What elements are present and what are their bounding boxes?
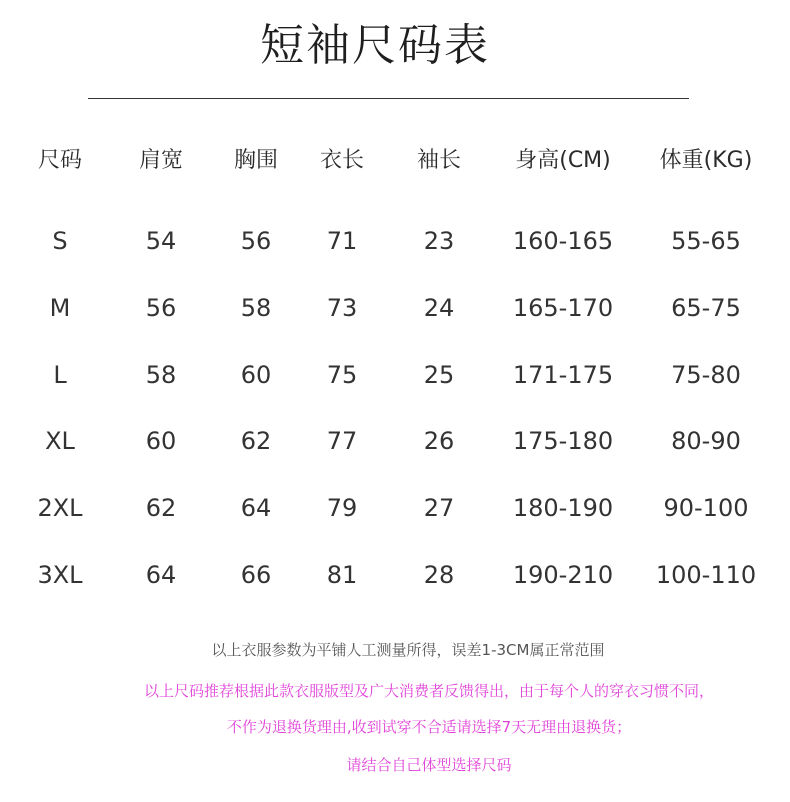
recommendation-note-line-1: 以上尺码推荐根据此款衣服版型及广大消费者反馈得出，由于每个人的穿衣习惯不同， [143, 682, 714, 700]
table-cell: 75 [326, 361, 358, 389]
header-sleeve: 袖长 [416, 148, 461, 173]
table-cell: 165-170 [512, 294, 614, 322]
header-shoulder: 肩宽 [138, 148, 183, 173]
table-cell: 26 [423, 427, 455, 455]
table-cell: 100-110 [655, 561, 757, 589]
table-cell: 77 [326, 427, 358, 455]
table-cell: 180-190 [512, 494, 614, 522]
table-cell: M [49, 294, 71, 322]
table-cell: 171-175 [512, 361, 614, 389]
recommendation-note-line-3: 请结合自己体型选择尺码 [346, 756, 512, 774]
table-cell: S [52, 227, 68, 255]
table-cell: 66 [240, 561, 272, 589]
table-cell: 27 [423, 494, 455, 522]
table-cell: 60 [240, 361, 272, 389]
table-cell: 23 [423, 227, 455, 255]
table-cell: 62 [240, 427, 272, 455]
table-cell: 90-100 [663, 494, 749, 522]
header-chest: 胸围 [233, 148, 278, 173]
header-height: 身高(CM) [515, 148, 611, 173]
page-title: 短袖尺码表 [260, 20, 490, 71]
table-cell: 71 [326, 227, 358, 255]
table-cell: XL [45, 427, 75, 455]
table-cell: 55-65 [671, 227, 741, 255]
table-cell: L [53, 361, 67, 389]
table-cell: 24 [423, 294, 455, 322]
table-cell: 62 [145, 494, 177, 522]
table-cell: 190-210 [512, 561, 614, 589]
table-cell: 58 [240, 294, 272, 322]
table-cell: 56 [240, 227, 272, 255]
table-cell: 2XL [37, 494, 83, 522]
table-cell: 56 [145, 294, 177, 322]
table-cell: 65-75 [671, 294, 741, 322]
table-cell: 64 [145, 561, 177, 589]
measurement-note: 以上衣服参数为平铺人工测量所得，误差1-3CM属正常范围 [211, 641, 605, 659]
table-cell: 160-165 [512, 227, 614, 255]
table-cell: 73 [326, 294, 358, 322]
header-length: 衣长 [319, 148, 364, 173]
table-cell: 80-90 [671, 427, 741, 455]
table-cell: 28 [423, 561, 455, 589]
table-cell: 81 [326, 561, 358, 589]
table-cell: 79 [326, 494, 358, 522]
table-cell: 64 [240, 494, 272, 522]
table-cell: 75-80 [671, 361, 741, 389]
table-cell: 3XL [37, 561, 83, 589]
header-size: 尺码 [37, 148, 82, 173]
recommendation-note-line-2: 不作为退换货理由,收到试穿不合适请选择7天无理由退换货； [226, 718, 632, 736]
table-cell: 60 [145, 427, 177, 455]
header-weight: 体重(KG) [659, 148, 753, 173]
table-cell: 25 [423, 361, 455, 389]
table-cell: 54 [145, 227, 177, 255]
table-cell: 58 [145, 361, 177, 389]
table-cell: 175-180 [512, 427, 614, 455]
